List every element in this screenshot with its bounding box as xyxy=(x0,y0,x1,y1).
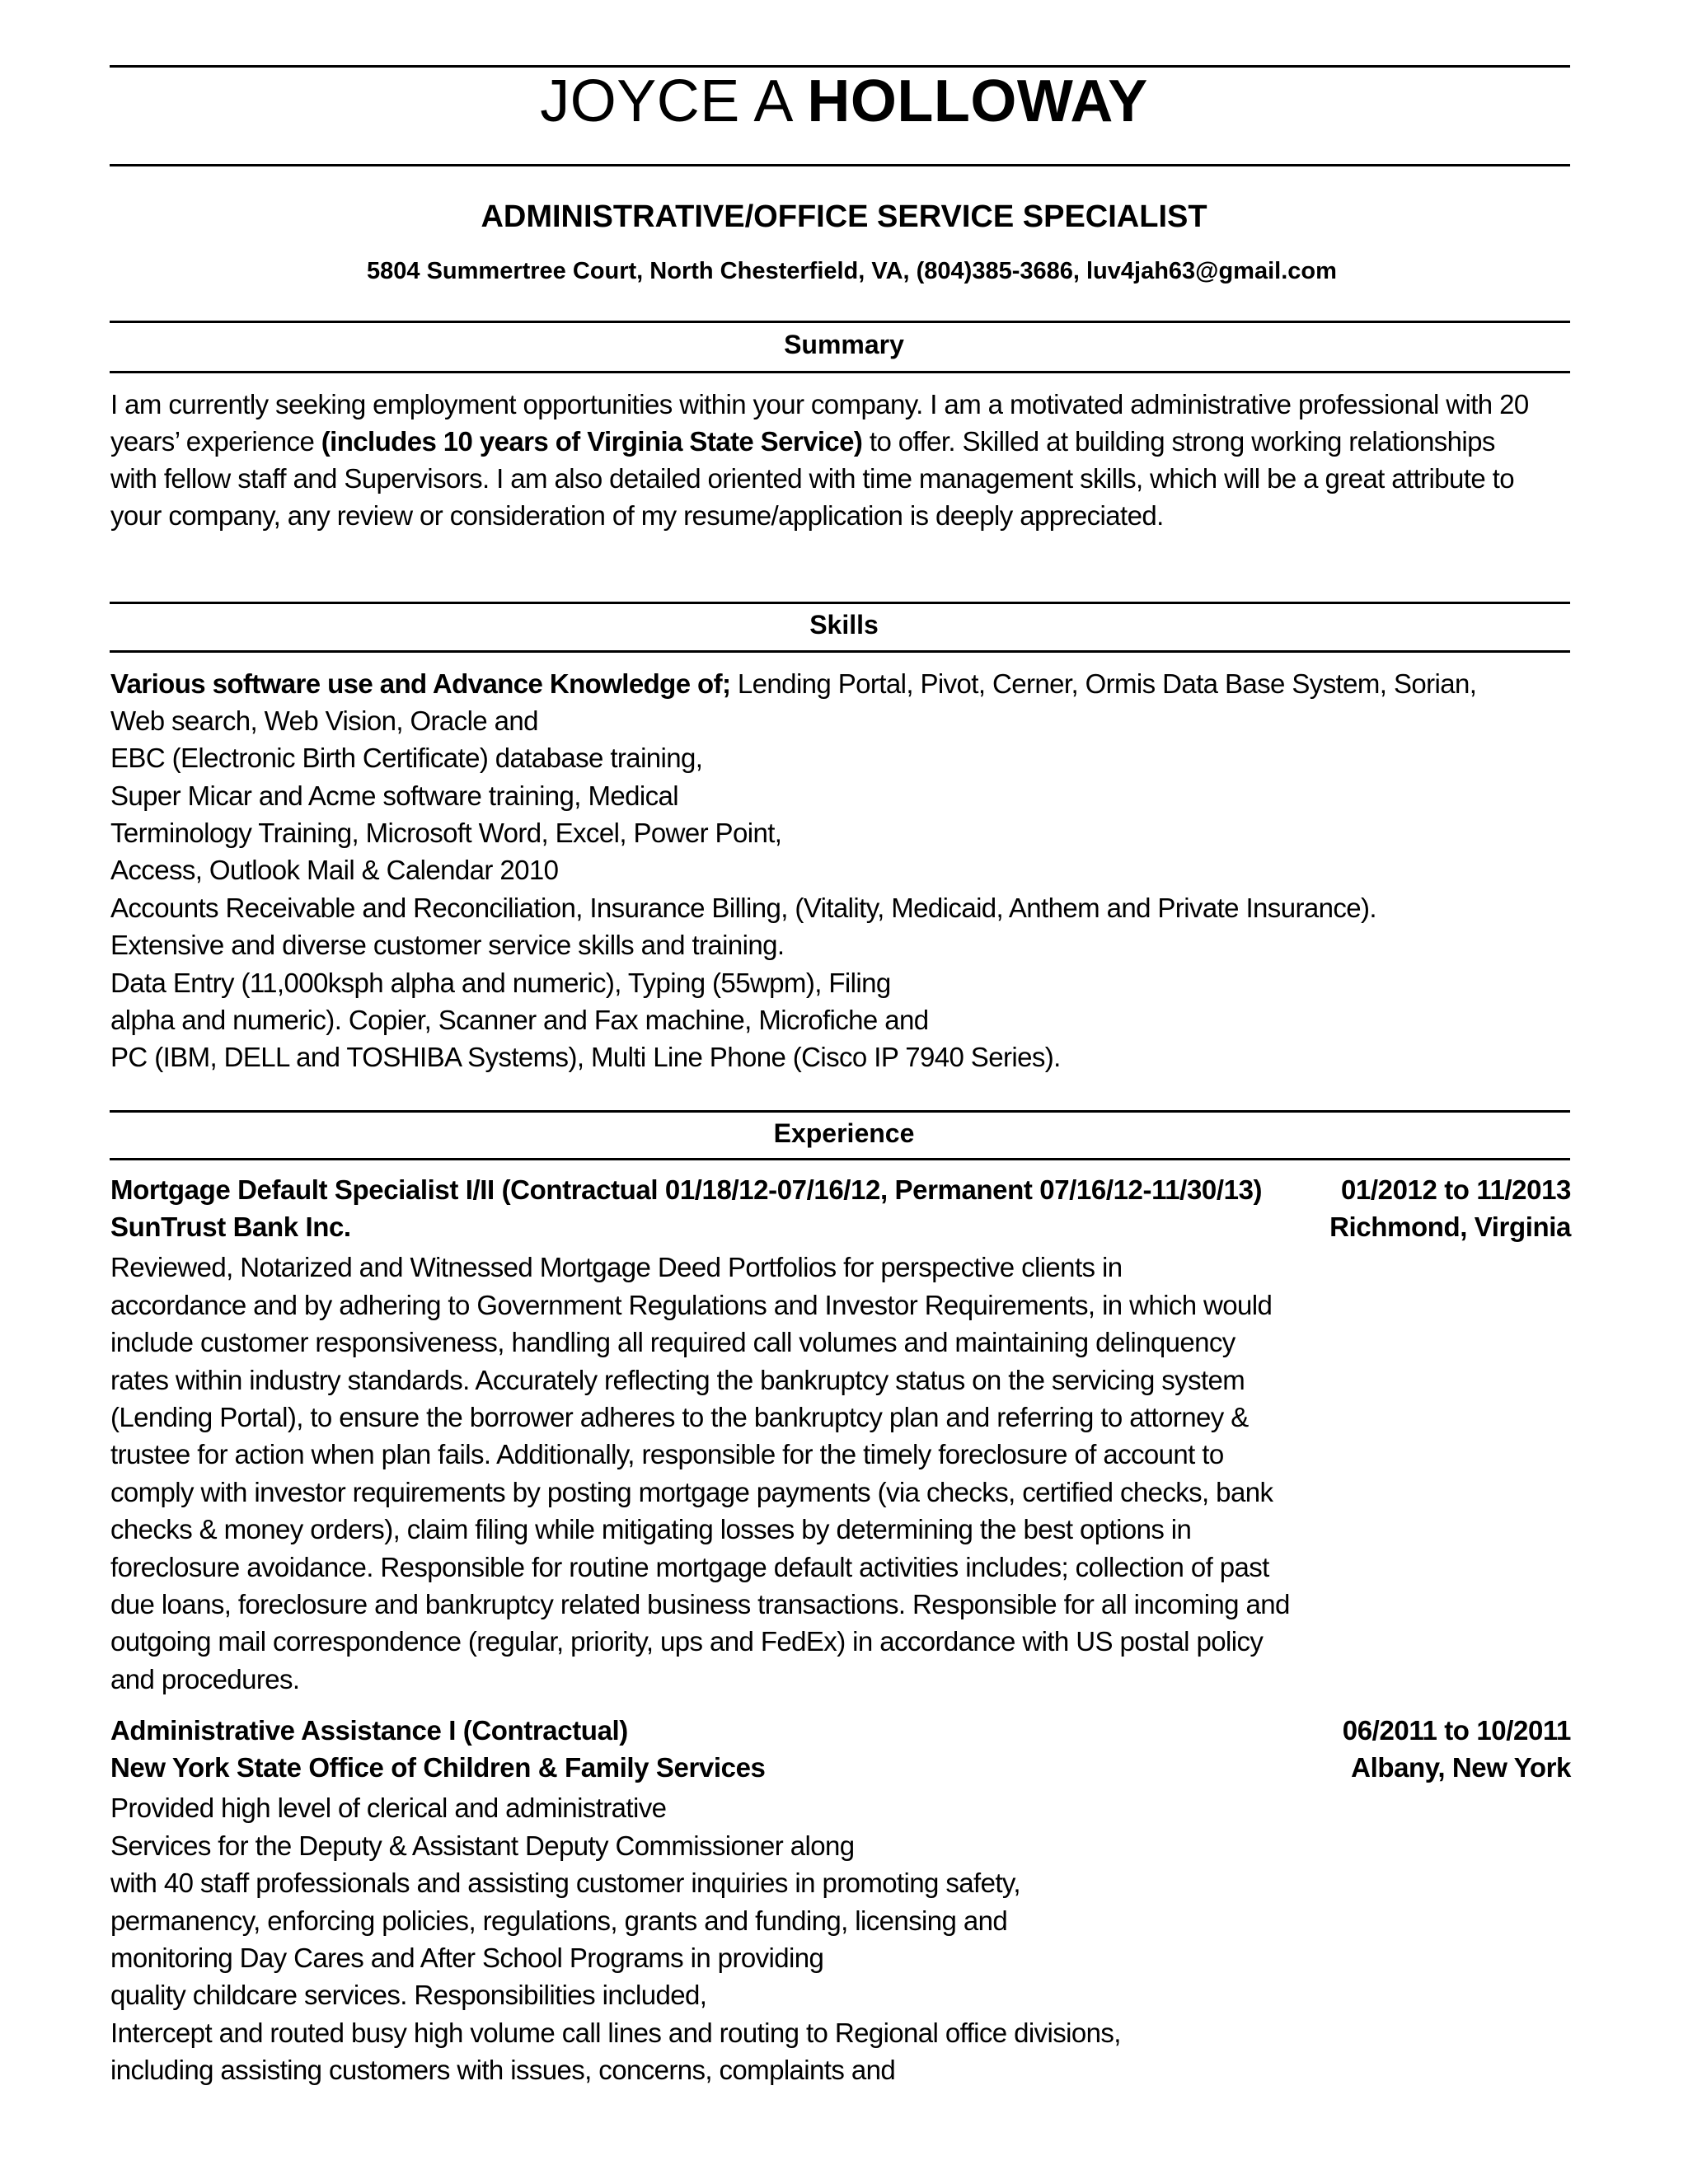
job-title-heading: ADMINISTRATIVE/OFFICE SERVICE SPECIALIST xyxy=(481,199,1207,234)
job-description-line: quality childcare services. Responsibilities included, xyxy=(110,1980,707,2010)
job-description-line: (Lending Portal), to ensure the borrower adheres to the bankruptcy plan and referring to attorney & xyxy=(110,1402,1249,1432)
skills-line: alpha and numeric). Copier, Scanner and Fax machine, Microfiche and xyxy=(110,1005,929,1035)
name-last: HOLLOWAY xyxy=(807,68,1148,134)
job-position: Mortgage Default Specialist I/II (Contractual 01/18/12-07/16/12, Permanent 07/16/12-11/30/13) xyxy=(110,1174,1263,1205)
summary-line: I am currently seeking employment opportunities within your company. I am a motivated administrative professional with 20 xyxy=(110,389,1529,419)
job-employer: New York State Office of Children & Family Services xyxy=(110,1752,766,1783)
job-description-line: monitoring Day Cares and After School Programs in providing xyxy=(110,1943,824,1973)
experience-bottom-divider xyxy=(110,1158,1570,1160)
job-description-line: Intercept and routed busy high volume call lines and routing to Regional office divisions, xyxy=(110,2018,1121,2048)
job-position: Administrative Assistance I (Contractual) xyxy=(110,1715,628,1746)
skills-line: Web search, Web Vision, Oracle and xyxy=(110,705,538,736)
job-description-line: trustee for action when plan fails. Additionally, responsible for the timely foreclosure of account to xyxy=(110,1439,1224,1469)
summary-line: your company, any review or consideration of my resume/application is deeply appreciated. xyxy=(110,500,1164,531)
name-divider xyxy=(110,164,1570,166)
skills-line: Access, Outlook Mail & Calendar 2010 xyxy=(110,855,559,885)
skills-top-divider xyxy=(110,602,1570,604)
skills-line: Various software use and Advance Knowledge of; Lending Portal, Pivot, Cerner, Ormis Data Base System, Sorian, xyxy=(110,668,1477,699)
skills-heading: Skills xyxy=(809,610,879,640)
job-description-line: permanency, enforcing policies, regulations, grants and funding, licensing and xyxy=(110,1905,1008,1936)
job-description-line: Provided high level of clerical and administrative xyxy=(110,1793,667,1823)
job-description-line: rates within industry standards. Accurately reflecting the bankruptcy status on the servicing system xyxy=(110,1365,1245,1395)
job-employer: SunTrust Bank Inc. xyxy=(110,1212,351,1242)
summary-heading: Summary xyxy=(784,330,904,359)
job-description-line: Services for the Deputy & Assistant Deputy Commissioner along xyxy=(110,1830,855,1861)
experience-top-divider xyxy=(110,1110,1570,1113)
skills-line: Extensive and diverse customer service skills and training. xyxy=(110,930,785,960)
skills-line: Terminology Training, Microsoft Word, Excel, Power Point, xyxy=(110,818,782,848)
skills-line: PC (IBM, DELL and TOSHIBA Systems), Multi Line Phone (Cisco IP 7940 Series). xyxy=(110,1042,1061,1072)
job-description-line: with 40 staff professionals and assisting customer inquiries in promoting safety, xyxy=(110,1868,1020,1898)
job-description-line: foreclosure avoidance. Responsible for routine mortgage default activities includes; collection of past xyxy=(110,1552,1269,1582)
job-location: Richmond, Virginia xyxy=(1329,1212,1571,1242)
summary-top-divider xyxy=(110,321,1570,323)
job-description-line: including assisting customers with issues, concerns, complaints and xyxy=(110,2055,896,2085)
skills-bottom-divider xyxy=(110,650,1570,653)
job-description-line: and procedures. xyxy=(110,1664,300,1694)
job-description-line: comply with investor requirements by posting mortgage payments (via checks, certified checks, bank xyxy=(110,1477,1273,1507)
candidate-name xyxy=(0,68,1688,135)
skills-lead: Various software use and Advance Knowledge of; xyxy=(110,668,731,699)
skills-line: Data Entry (11,000ksph alpha and numeric), Typing (55wpm), Filing xyxy=(110,968,891,998)
job-description-line: include customer responsiveness, handling all required call volumes and maintaining delinquency xyxy=(110,1327,1236,1357)
contact-info: 5804 Summertree Court, North Chesterfield, VA, (804)385-3686, luv4jah63@gmail.com xyxy=(367,258,1337,284)
summary-line: with fellow staff and Supervisors. I am also detailed oriented with time management skills, which will be a great attribute to xyxy=(110,463,1514,494)
skills-line: EBC (Electronic Birth Certificate) database training, xyxy=(110,743,703,773)
name-first: JOYCE A xyxy=(540,68,808,134)
summary-bottom-divider xyxy=(110,371,1570,373)
summary-highlight: (includes 10 years of Virginia State Service) xyxy=(321,426,863,457)
job-description-line: checks & money orders), claim filing while mitigating losses by determining the best options in xyxy=(110,1514,1192,1544)
skills-line: Super Micar and Acme software training, Medical xyxy=(110,780,678,811)
job-dates: 06/2011 to 10/2011 xyxy=(1342,1715,1571,1746)
experience-heading: Experience xyxy=(773,1118,915,1148)
summary-line: years’ experience (includes 10 years of Virginia State Service) to offer. Skilled at building strong working relationships xyxy=(110,426,1495,457)
job-description-line: Reviewed, Notarized and Witnessed Mortgage Deed Portfolios for perspective clients in xyxy=(110,1252,1123,1282)
job-description-line: accordance and by adhering to Government Regulations and Investor Requirements, in which would xyxy=(110,1290,1273,1320)
job-description-line: due loans, foreclosure and bankruptcy related business transactions. Responsible for all incoming and xyxy=(110,1589,1290,1619)
job-location: Albany, New York xyxy=(1351,1752,1571,1783)
job-dates: 01/2012 to 11/2013 xyxy=(1340,1174,1571,1205)
job-description-line: outgoing mail correspondence (regular, priority, ups and FedEx) in accordance with US postal policy xyxy=(110,1626,1264,1657)
skills-line: Accounts Receivable and Reconciliation, Insurance Billing, (Vitality, Medicaid, Anthem and Private Insurance). xyxy=(110,893,1376,923)
